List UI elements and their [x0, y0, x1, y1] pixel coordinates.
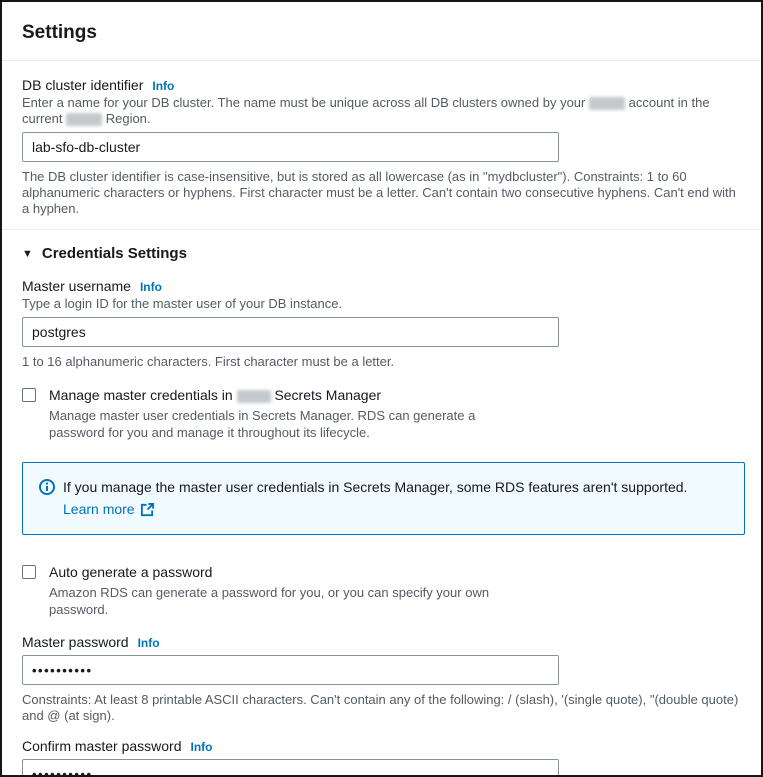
db-cluster-identifier-label-row [22, 77, 741, 93]
confirm-password-label-row [22, 738, 741, 754]
page-title: Settings [22, 22, 97, 43]
alert-message: If you manage the master user credentials in Secrets Manager, some RDS features aren't supported. [63, 479, 688, 495]
auto-generate-row [22, 564, 741, 581]
credentials-settings-title: Credentials Settings [41, 245, 187, 262]
alert-link-row [63, 501, 728, 517]
confirm-password-field [22, 738, 741, 777]
alert-text-line [39, 478, 728, 496]
manage-secrets-label[interactable] [49, 387, 381, 404]
master-password-label: Master password [22, 634, 129, 650]
auto-generate-group [22, 564, 741, 618]
auto-generate-description: Amazon RDS can generate a password for you, or you can specify your own password. [49, 585, 490, 617]
master-password-label-row [22, 634, 741, 650]
credentials-settings-expander[interactable] [22, 245, 741, 262]
manage-secrets-group [22, 387, 741, 441]
auto-generate-checkbox[interactable] [22, 565, 36, 579]
manage-secrets-row [22, 387, 741, 404]
external-link-icon [140, 502, 155, 517]
master-username-info-link[interactable]: Info [139, 280, 162, 294]
caret-down-icon: ▼ [22, 247, 33, 260]
db-cluster-description [22, 95, 741, 127]
db-cluster-desc-part2: account in the current [22, 95, 710, 126]
manage-secrets-checkbox[interactable] [22, 388, 36, 402]
manage-secrets-description: Manage master user credentials in Secrets Manager. RDS can generate a password for you and manage it throughout its lifecycle. [49, 408, 476, 440]
auto-generate-label[interactable]: Auto generate a password [49, 564, 213, 580]
confirm-password-input[interactable] [22, 759, 559, 777]
info-circle-icon [39, 479, 55, 495]
master-username-description: Type a login ID for the master user of your DB instance. [22, 296, 343, 311]
db-cluster-desc-part1: Enter a name for your DB cluster. The name must be unique across all DB clusters owned by your [22, 95, 586, 110]
master-password-input[interactable] [22, 655, 559, 685]
redacted-text-patch [589, 97, 625, 110]
redacted-text-patch [237, 390, 271, 403]
master-username-constraint-text: 1 to 16 alphanumeric characters. First character must be a letter. [22, 354, 395, 369]
master-username-input[interactable] [22, 317, 559, 347]
master-password-info-link[interactable]: Info [137, 636, 160, 650]
manage-secrets-label-part1: Manage master credentials in [49, 387, 233, 403]
db-cluster-info-link[interactable]: Info [152, 79, 175, 93]
learn-more-link[interactable]: Learn more [63, 501, 135, 517]
master-username-label-row [22, 278, 741, 294]
manage-secrets-label-part2: Secrets Manager [274, 387, 382, 403]
master-password-field [22, 634, 741, 724]
section-divider [2, 229, 761, 230]
db-cluster-identifier-input[interactable] [22, 132, 559, 162]
master-password-constraint-text: Constraints: At least 8 printable ASCII characters. Can't contain any of the following: / (slash), '(single quote), "(double quote) and @ (at sign). [22, 692, 739, 723]
redacted-text-patch [66, 113, 102, 126]
db-cluster-constraint-text: The DB cluster identifier is case-insensitive, but is stored as all lowercase (as in "mydbcluster"). Constraints: 1 to 60 alphanumeric characters or hyphens. First character must be a letter. Can't contain two consecutive hyphens. Can't end with a hyphen. [22, 169, 736, 216]
db-cluster-identifier-label: DB cluster identifier [22, 77, 144, 93]
confirm-password-label: Confirm master password [22, 738, 182, 754]
confirm-password-info-link[interactable]: Info [190, 740, 213, 754]
panel-body [2, 77, 761, 777]
db-cluster-desc-part3: Region. [105, 111, 151, 126]
secrets-manager-info-alert [22, 462, 745, 535]
panel-header [2, 2, 761, 61]
master-username-label: Master username [22, 278, 131, 294]
db-cluster-identifier-field [22, 77, 741, 217]
master-username-field [22, 278, 741, 370]
